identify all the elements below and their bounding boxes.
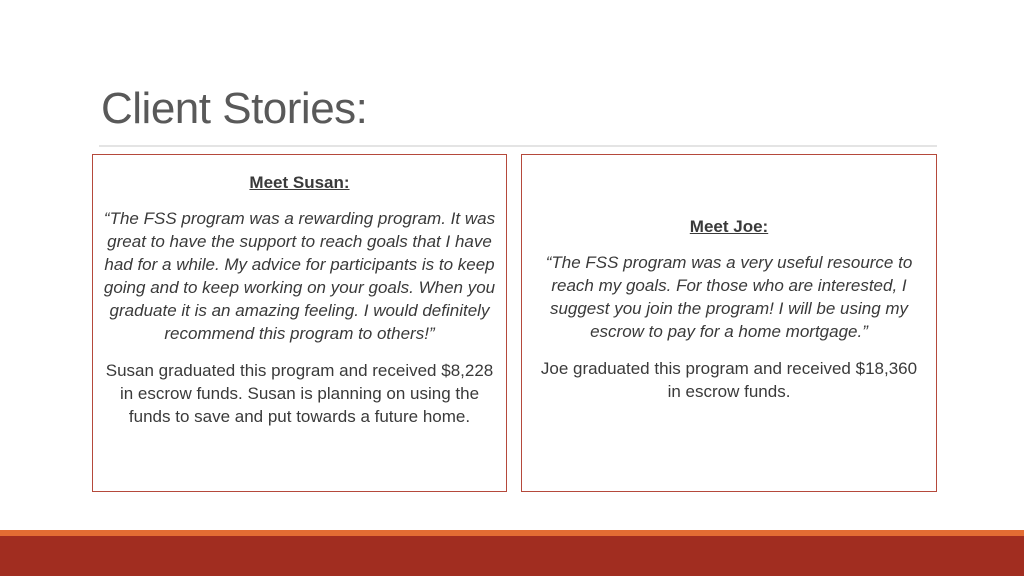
title-divider [99, 145, 937, 147]
story-card-joe [521, 154, 937, 492]
story-card-susan [92, 154, 507, 492]
summary-joe: Joe graduated this program and received $18,360 in escrow funds. [540, 359, 918, 401]
quote-joe: “The FSS program was a very useful resource to reach my goals. For those who are interested, I suggest you join the program! I will be using my escrow to pay for a home mortgage.” [545, 253, 913, 341]
slide-title: Client Stories: [101, 84, 368, 133]
footer-band [0, 536, 1024, 576]
summary-susan: Susan graduated this program and received $8,228 in escrow funds. Susan is planning on using the funds to save and put towards a future home. [105, 361, 494, 426]
quote-susan: “The FSS program was a rewarding program. It was great to have the support to reach goals that I have had for a while. My advice for participants is to keep going and to keep working on your goals. When you graduate it is an amazing feeling. I would definitely recommend this program to others!” [103, 209, 496, 343]
card-heading-susan: Meet Susan: [249, 173, 350, 192]
card-heading-joe: Meet Joe: [689, 217, 769, 236]
